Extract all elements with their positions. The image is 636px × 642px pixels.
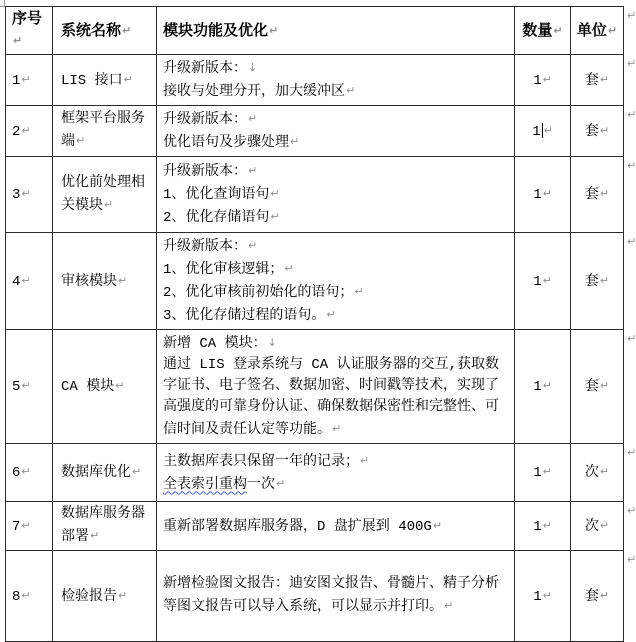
- paragraph-mark-icon: ↵: [115, 379, 125, 392]
- desc-line: [163, 281, 511, 304]
- paragraph-mark-icon: ↵: [599, 588, 610, 602]
- paragraph-mark-icon: ↵: [332, 422, 342, 435]
- unit-cell[interactable]: [571, 502, 624, 551]
- quantity-cell[interactable]: [515, 502, 571, 551]
- paragraph-mark-icon: ↵: [542, 72, 552, 86]
- desc-text: 接收与处理分开，加大缓冲区: [163, 84, 345, 100]
- row-number-cell[interactable]: [6, 233, 53, 330]
- header-label: 序号: [12, 11, 43, 28]
- desc-text: 1、优化查询语句: [163, 187, 270, 203]
- paragraph-mark-icon: ↵: [104, 197, 114, 211]
- paragraph-mark-icon: ↵: [276, 476, 286, 490]
- desc-line: [163, 574, 511, 618]
- unit-cell[interactable]: [571, 444, 624, 502]
- quantity-cell[interactable]: [515, 157, 571, 233]
- paragraph-mark-icon: ↵: [599, 187, 610, 200]
- desc-line: [163, 258, 511, 281]
- table-row: [6, 444, 624, 502]
- unit-value: 套: [584, 123, 599, 140]
- unit-cell[interactable]: [571, 55, 624, 106]
- desc-line: [163, 131, 511, 154]
- header-label: 数量: [522, 22, 553, 40]
- row-number: 7: [12, 518, 21, 535]
- unit-cell[interactable]: [571, 157, 624, 233]
- quantity-value: 1: [533, 273, 542, 290]
- module-desc-cell[interactable]: [157, 55, 515, 106]
- table-row: [6, 233, 624, 330]
- desc-text: 主数据库表只保留一年的记录；: [163, 453, 359, 470]
- desc-text: 升级新版本：: [163, 239, 247, 255]
- module-desc-cell[interactable]: [157, 551, 515, 642]
- paragraph-mark-icon: ↵: [360, 453, 370, 467]
- row-number: 8: [12, 588, 21, 605]
- module-desc-cell[interactable]: [157, 106, 515, 157]
- unit-value: 套: [584, 588, 599, 605]
- paragraph-mark-icon: ↵: [542, 187, 552, 200]
- row-number: 2: [12, 123, 21, 140]
- paragraph-mark-icon: ↵: [21, 465, 31, 478]
- unit-value: 套: [584, 273, 599, 290]
- linebreak-mark-icon: ↓: [267, 336, 277, 349]
- row-end-paragraph-mark-icon: ↵: [627, 9, 636, 22]
- desc-text: 新增检验图文报告：迪安图文报告、骨髓片、精子分析等图文报告可以导入系统，可以显示并打印。: [163, 576, 499, 615]
- paragraph-mark-icon: ↵: [290, 135, 300, 148]
- row-number-cell[interactable]: [6, 444, 53, 502]
- paragraph-mark-icon: ↵: [553, 23, 563, 37]
- header-cell-unit[interactable]: [571, 7, 624, 55]
- system-name-cell[interactable]: [53, 55, 157, 106]
- quantity-cell[interactable]: [515, 551, 571, 642]
- text-cursor: [542, 123, 543, 138]
- paragraph-mark-icon: ↵: [123, 72, 133, 86]
- unit-cell[interactable]: [571, 551, 624, 642]
- row-number-cell[interactable]: [6, 106, 53, 157]
- header-label: 模块功能及优化: [163, 22, 269, 40]
- paragraph-mark-icon: ↵: [248, 164, 258, 177]
- quantity-cell[interactable]: [515, 330, 571, 444]
- desc-text: 新增 CA 模块：: [163, 336, 267, 352]
- quantity-value: 1: [533, 72, 542, 89]
- system-name: 数据库服务器部署: [61, 506, 145, 545]
- unit-value: 套: [584, 72, 599, 89]
- paragraph-mark-icon: ↵: [599, 273, 610, 287]
- paragraph-mark-icon: ↵: [607, 23, 618, 37]
- module-desc-cell[interactable]: [157, 157, 515, 233]
- module-desc-cell[interactable]: [157, 444, 515, 502]
- system-name: CA 模块: [61, 379, 115, 395]
- desc-line: [163, 206, 511, 229]
- quantity-value: 1: [533, 187, 542, 203]
- row-end-paragraph-mark-icon: ↵: [627, 332, 636, 345]
- desc-text: 2、优化存储语句: [163, 210, 270, 226]
- paragraph-mark-icon: ↵: [542, 518, 552, 532]
- unit-value: 套: [584, 379, 599, 395]
- desc-text: 通过 LIS 登录系统与 CA 认证服务器的交互,获取数字证书、电子签名、数据加密、时间戳等技术，实现了高强度的可靠身份认证、确保数据保密性和完整性、可信时间及责任认定等功能。: [163, 357, 500, 438]
- system-name-cell[interactable]: [53, 444, 157, 502]
- row-end-paragraph-mark-icon: ↵: [627, 108, 636, 121]
- desc-line: [163, 332, 511, 355]
- desc-line: [163, 183, 511, 206]
- quantity-cell[interactable]: [515, 55, 571, 106]
- paragraph-mark-icon: ↵: [542, 379, 552, 392]
- paragraph-mark-icon: ↵: [599, 518, 610, 532]
- quantity-value: 1: [533, 588, 542, 605]
- row-number-cell[interactable]: [6, 551, 53, 642]
- quantity-value: 1: [533, 465, 542, 481]
- system-name: 优化前处理相关模块: [61, 174, 145, 214]
- system-name: 数据库优化: [61, 465, 131, 481]
- paragraph-mark-icon: ↵: [542, 273, 552, 287]
- row-end-paragraph-mark-icon: ↵: [627, 504, 636, 517]
- row-number-cell[interactable]: [6, 330, 53, 444]
- system-name: LIS 接口: [61, 72, 123, 89]
- unit-cell[interactable]: [571, 106, 624, 157]
- paragraph-mark-icon: ↵: [122, 23, 132, 37]
- desc-text: 一次: [247, 476, 275, 493]
- paragraph-mark-icon: ↵: [76, 134, 86, 147]
- paragraph-mark-icon: ↵: [132, 465, 142, 478]
- row-end-paragraph-mark-icon: ↵: [627, 446, 636, 459]
- paragraph-mark-icon: ↵: [326, 308, 336, 321]
- unit-cell[interactable]: [571, 330, 624, 444]
- system-name: 审核模块: [61, 273, 117, 290]
- paragraph-mark-icon: ↵: [21, 72, 31, 86]
- paragraph-mark-icon: ↵: [284, 262, 294, 275]
- header-label: 单位: [576, 22, 607, 40]
- quantity-cell[interactable]: [515, 233, 571, 330]
- paragraph-mark-icon: ↵: [542, 465, 552, 478]
- header-cell-quantity[interactable]: [515, 7, 571, 55]
- paragraph-mark-icon: ↵: [444, 599, 454, 612]
- row-end-paragraph-mark-icon: ↵: [627, 553, 636, 566]
- paragraph-mark-icon: ↵: [543, 123, 553, 137]
- row-number: 5: [12, 379, 21, 395]
- paragraph-mark-icon: ↵: [21, 273, 31, 287]
- row-number: 6: [12, 465, 21, 481]
- desc-line: [163, 515, 511, 538]
- desc-text: 升级新版本：: [163, 112, 247, 128]
- paragraph-mark-icon: ↵: [270, 187, 280, 200]
- row-end-paragraph-mark-icon: ↵: [627, 159, 636, 172]
- quantity-value: 1: [533, 379, 542, 395]
- row-number: 1: [12, 72, 21, 89]
- desc-text: 重新部署数据库服务器，D 盘扩展到 400G: [163, 518, 432, 535]
- table-row: [6, 330, 624, 444]
- desc-line: [163, 57, 511, 80]
- desc-line: [163, 473, 511, 496]
- paragraph-mark-icon: ↵: [599, 465, 610, 478]
- module-desc-cell[interactable]: [157, 330, 515, 444]
- desc-line: [163, 450, 511, 473]
- header-cell-system-name[interactable]: [53, 7, 157, 55]
- unit-value: 套: [584, 187, 599, 203]
- module-desc-cell[interactable]: [157, 502, 515, 551]
- grammar-flagged-text: 全表索引重构: [163, 476, 247, 493]
- paragraph-mark-icon: ↵: [248, 112, 258, 125]
- paragraph-mark-icon: ↵: [432, 518, 443, 532]
- desc-text: 3、优化存储过程的语句。: [163, 308, 326, 324]
- quantity-cell[interactable]: [515, 444, 571, 502]
- unit-value: 次: [584, 518, 599, 535]
- desc-text: 优化语句及步骤处理: [163, 135, 289, 151]
- system-name-cell[interactable]: [53, 551, 157, 642]
- paragraph-mark-icon: ↵: [21, 518, 31, 532]
- system-name-cell[interactable]: [53, 157, 157, 233]
- paragraph-mark-icon: ↵: [21, 379, 31, 392]
- paragraph-mark-icon: ↵: [21, 588, 31, 602]
- paragraph-mark-icon: ↵: [599, 123, 610, 137]
- desc-line: [163, 304, 511, 327]
- paragraph-mark-icon: ↵: [21, 123, 31, 137]
- paragraph-mark-icon: ↵: [118, 588, 128, 602]
- paragraph-mark-icon: ↵: [346, 84, 356, 97]
- paragraph-mark-icon: ↵: [90, 529, 100, 542]
- row-end-paragraph-mark-icon: ↵: [627, 57, 636, 70]
- paragraph-mark-icon: ↵: [118, 273, 128, 287]
- table-row: [6, 502, 624, 551]
- paragraph-mark-icon: ↵: [270, 210, 280, 223]
- desc-text: 升级新版本：: [163, 164, 247, 180]
- row-number: 3: [12, 187, 21, 203]
- paragraph-mark-icon: ↵: [599, 72, 610, 86]
- row-number-cell[interactable]: [6, 157, 53, 233]
- paragraph-mark-icon: ↵: [21, 187, 31, 200]
- desc-line: [163, 108, 511, 131]
- table-row: [6, 55, 624, 106]
- quantity-value: 1: [532, 123, 541, 140]
- system-name-cell[interactable]: [53, 106, 157, 157]
- table-row: [6, 157, 624, 233]
- paragraph-mark-icon: ↵: [13, 34, 23, 47]
- row-number-cell[interactable]: [6, 55, 53, 106]
- header-cell-module-desc[interactable]: [157, 7, 515, 55]
- system-name: 检验报告: [61, 588, 117, 605]
- paragraph-mark-icon: ↵: [269, 23, 279, 37]
- quantity-cell[interactable]: [515, 106, 571, 157]
- paragraph-mark-icon: ↵: [542, 588, 552, 602]
- system-name-cell[interactable]: [53, 233, 157, 330]
- table-row: [6, 551, 624, 642]
- row-end-paragraph-mark-icon: ↵: [627, 235, 636, 248]
- desc-text: 1、优化审核逻辑；: [163, 262, 284, 278]
- desc-line: [163, 80, 511, 103]
- module-desc-cell[interactable]: [157, 233, 515, 330]
- row-number-cell[interactable]: [6, 502, 53, 551]
- table-row: [6, 106, 624, 157]
- paragraph-mark-icon: ↵: [599, 379, 610, 392]
- system-name-cell[interactable]: [53, 502, 157, 551]
- header-row: [6, 7, 624, 55]
- quantity-value: 1: [533, 518, 542, 535]
- unit-value: 次: [584, 465, 599, 481]
- system-name: 框架平台服务端: [61, 111, 145, 150]
- paragraph-mark-icon: ↵: [248, 239, 258, 252]
- header-cell-row-number[interactable]: [6, 7, 53, 55]
- word-table: [5, 6, 624, 642]
- unit-cell[interactable]: [571, 233, 624, 330]
- header-label: 系统名称: [61, 22, 122, 40]
- row-number: 4: [12, 273, 21, 290]
- linebreak-mark-icon: ↓: [248, 61, 258, 74]
- system-name-cell[interactable]: [53, 330, 157, 444]
- desc-text: 2、优化审核前初始化的语句；: [163, 285, 354, 301]
- desc-line: [163, 160, 511, 183]
- desc-line: [163, 355, 511, 441]
- desc-line: [163, 235, 511, 258]
- desc-text: 升级新版本：: [163, 61, 247, 77]
- paragraph-mark-icon: ↵: [354, 285, 364, 298]
